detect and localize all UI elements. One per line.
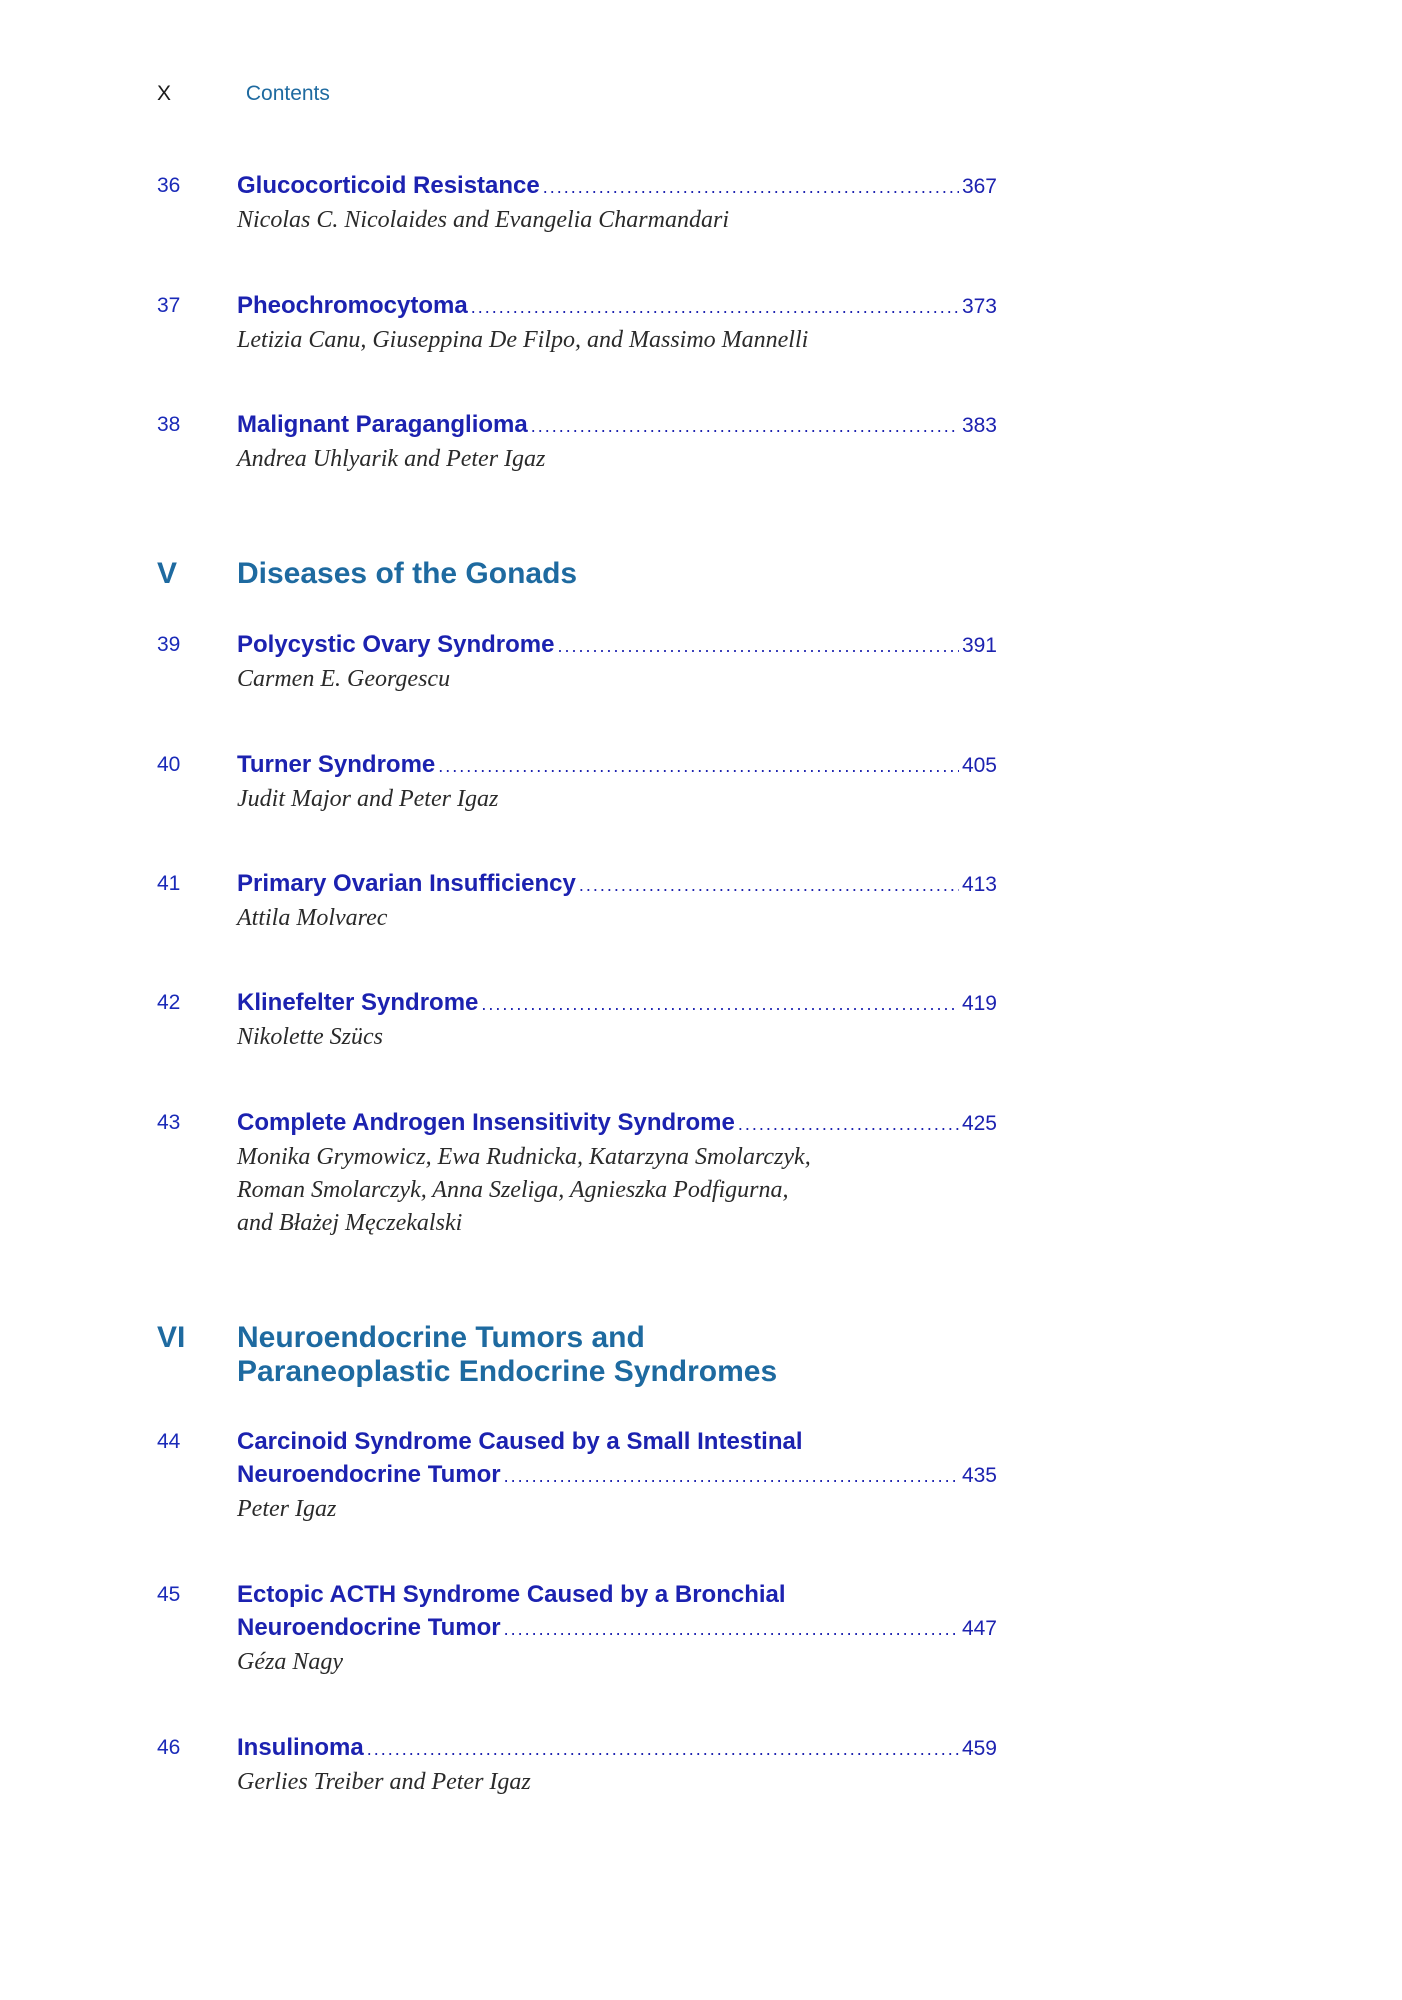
chapter-title-link[interactable]: Klinefelter Syndrome <box>237 989 479 1016</box>
chapter-title-link[interactable]: Primary Ovarian Insufficiency <box>237 870 576 897</box>
page-link[interactable]: 447 <box>961 1617 997 1640</box>
chapter-authors: Attila Molvarec <box>237 905 388 931</box>
dot-leader <box>504 1613 959 1646</box>
chapter-number: 39 <box>157 633 181 656</box>
page-link[interactable]: 367 <box>961 175 997 198</box>
toc-entry-46[interactable] <box>157 1731 997 1799</box>
running-title: Contents <box>245 82 330 105</box>
part-title-line-2: Paraneoplastic Endocrine Syndromes <box>237 1355 778 1388</box>
chapter-title-link[interactable]: Turner Syndrome <box>237 751 436 778</box>
part-title: Diseases of the Gonads <box>237 557 578 590</box>
dot-leader <box>367 1733 959 1766</box>
page-link[interactable]: 413 <box>961 873 997 896</box>
dot-leader <box>543 171 959 204</box>
page-link[interactable]: 435 <box>961 1464 997 1487</box>
page-number: X <box>157 82 172 105</box>
running-head <box>157 82 330 106</box>
chapter-number: 43 <box>157 1111 181 1134</box>
chapter-number: 38 <box>157 413 181 436</box>
chapter-number: 46 <box>157 1736 181 1759</box>
chapter-number: 36 <box>157 174 181 197</box>
chapter-authors: Roman Smolarczyk, Anna Szeliga, Agnieszka Podfigurna, <box>237 1177 789 1203</box>
part-title-line-1: Neuroendocrine Tumors and <box>237 1321 645 1354</box>
toc-entry-37[interactable] <box>157 289 997 357</box>
dot-leader <box>438 750 959 783</box>
chapter-number: 41 <box>157 872 181 895</box>
page-link[interactable]: 405 <box>961 754 997 777</box>
chapter-title-link[interactable]: Neuroendocrine Tumor <box>237 1614 501 1641</box>
chapter-title-link[interactable]: Ectopic ACTH Syndrome Caused by a Bronchial <box>237 1581 786 1608</box>
dot-leader <box>579 869 959 902</box>
chapter-title-link[interactable]: Insulinoma <box>237 1734 364 1761</box>
chapter-authors: Nikolette Szücs <box>237 1024 383 1050</box>
chapter-authors: Judit Major and Peter Igaz <box>237 786 499 812</box>
page-link[interactable]: 459 <box>961 1737 997 1760</box>
dot-leader <box>557 630 958 663</box>
part-heading-vi <box>157 1321 777 1389</box>
toc-entry-36[interactable] <box>157 169 997 237</box>
dot-leader <box>481 988 959 1021</box>
toc-entry-44[interactable] <box>157 1425 997 1526</box>
chapter-number: 37 <box>157 294 181 317</box>
chapter-title-link[interactable]: Carcinoid Syndrome Caused by a Small Intestinal <box>237 1428 803 1455</box>
toc-entry-38[interactable] <box>157 408 997 476</box>
chapter-number: 40 <box>157 753 181 776</box>
toc-entry-42[interactable] <box>157 986 997 1054</box>
dot-leader <box>738 1108 959 1141</box>
chapter-authors: Carmen E. Georgescu <box>237 666 451 692</box>
page-link[interactable]: 373 <box>961 295 997 318</box>
page-link[interactable]: 425 <box>961 1112 997 1135</box>
part-number: V <box>157 557 178 590</box>
chapter-authors: Nicolas C. Nicolaides and Evangelia Charmandari <box>237 207 729 233</box>
dot-leader <box>471 291 959 324</box>
chapter-number: 44 <box>157 1430 181 1453</box>
toc-entry-45[interactable] <box>157 1578 997 1679</box>
chapter-number: 42 <box>157 991 181 1014</box>
part-heading-v <box>157 557 577 591</box>
chapter-authors: Peter Igaz <box>237 1496 337 1522</box>
chapter-title-link[interactable]: Complete Androgen Insensitivity Syndrome <box>237 1109 735 1136</box>
toc-entry-40[interactable] <box>157 748 997 816</box>
page-link[interactable]: 383 <box>961 414 997 437</box>
chapter-title-link[interactable]: Neuroendocrine Tumor <box>237 1461 501 1488</box>
chapter-authors: and Błażej Męczekalski <box>237 1210 463 1236</box>
dot-leader <box>504 1460 959 1493</box>
chapter-title-link[interactable]: Polycystic Ovary Syndrome <box>237 631 555 658</box>
toc-entry-43[interactable] <box>157 1106 997 1240</box>
page-link[interactable]: 419 <box>961 992 997 1015</box>
chapter-title-link[interactable]: Malignant Paraganglioma <box>237 411 528 438</box>
chapter-authors: Géza Nagy <box>237 1649 343 1675</box>
dot-leader <box>531 410 959 443</box>
part-number: VI <box>157 1321 186 1354</box>
chapter-title-link[interactable]: Pheochromocytoma <box>237 292 468 319</box>
chapter-title-link[interactable]: Glucocorticoid Resistance <box>237 172 540 199</box>
page-link[interactable]: 391 <box>961 634 997 657</box>
toc-entry-39[interactable] <box>157 628 997 696</box>
chapter-authors: Gerlies Treiber and Peter Igaz <box>237 1769 531 1795</box>
chapter-number: 45 <box>157 1583 181 1606</box>
chapter-authors: Letizia Canu, Giuseppina De Filpo, and Massimo Mannelli <box>237 327 809 353</box>
toc-entry-41[interactable] <box>157 867 997 935</box>
chapter-authors: Andrea Uhlyarik and Peter Igaz <box>237 446 546 472</box>
chapter-authors: Monika Grymowicz, Ewa Rudnicka, Katarzyna Smolarczyk, <box>237 1144 811 1170</box>
